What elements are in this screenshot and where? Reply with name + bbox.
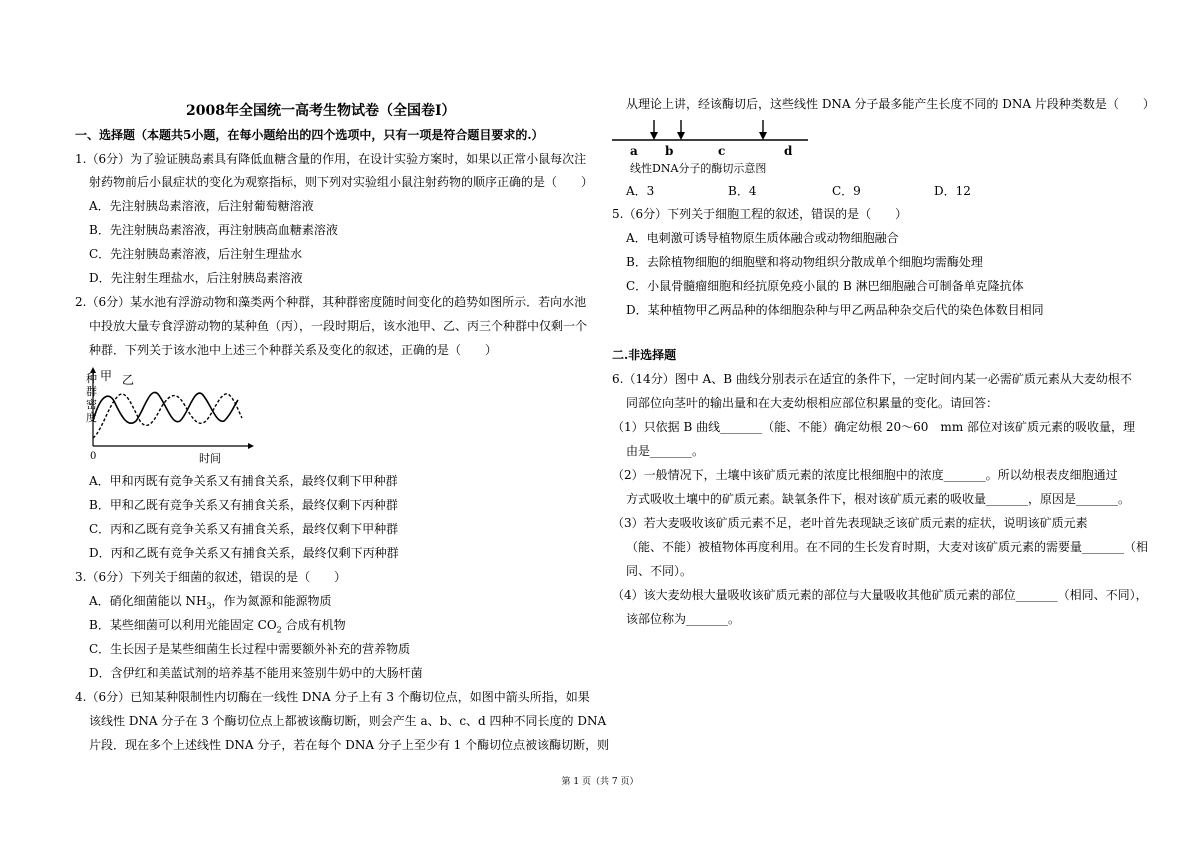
xlabel: 时间	[199, 452, 221, 465]
q4-option-c: C．9	[832, 184, 861, 198]
q2-stem: 2.（6分）某水池有浮游动物和藻类两个种群，其种群密度随时间变化的趋势如图所示．若向水池	[75, 295, 587, 309]
q3-option-a-subscript: 3	[206, 601, 212, 611]
q1-option-a: A．先注射胰岛素溶液，后注射葡萄糖溶液	[89, 199, 314, 213]
q5-option-d: D．某种植物甲乙两品种的体细胞杂种与甲乙两品种杂交后代的染色体数目相同	[626, 303, 1044, 317]
q5-option-b: B．去除植物细胞的细胞壁和将动物组织分散成单个细胞均需酶处理	[626, 255, 983, 269]
q6-part4: （4）该大麦幼根大量吸收该矿质元素的部位与大量吸收其他矿质元素的部位_______（相同、不同），	[612, 588, 1148, 602]
q6-part4: 该部位称为_______。	[626, 612, 741, 626]
q3-option-a-text: A．硝化细菌能以 NH	[89, 594, 207, 608]
diagram-caption: 线性DNA分子的酶切示意图	[630, 162, 767, 175]
q3-option-b	[89, 617, 346, 638]
q1-stem: 1.（6分）为了验证胰岛素具有降低血糖含量的作用，在设计实验方案时，如果以正常小鼠每次注	[75, 152, 587, 166]
q3-option-a-text: ，作为氮源和能源物质	[211, 594, 332, 608]
q3-option-c: C．生长因子是某些细菌生长过程中需要额外补充的营养物质	[89, 642, 411, 656]
q6-part3: 同、不同）。	[626, 564, 693, 578]
cut-site-arrowhead	[677, 132, 685, 140]
q2-stem: 中投放大量专食浮游动物的某种鱼（丙），一段时期后，该水池甲、乙、丙三个种群中仅剩一个	[89, 319, 588, 333]
section-heading-choice: 一、选择题（本题共5小题，在每小题给出的四个选项中，只有一项是符合题目要求的.）	[75, 128, 544, 142]
ylabel-char: 密	[86, 398, 97, 411]
page-footer: 第 1 页（共 7 页）	[561, 777, 639, 787]
q6-part1: （1）只依据 B 曲线_______（能、不能）确定幼根 20～60 mm 部位对该矿质元素的吸收量，理	[612, 420, 1136, 434]
q3-option-b-subscript: 2	[276, 625, 282, 635]
q5-option-c: C．小鼠骨髓瘤细胞和经抗原免疫小鼠的 B 淋巴细胞融合可制备单克隆抗体	[626, 279, 1024, 293]
q4-option-d: D．12	[934, 184, 971, 198]
q1-option-b: B．先注射胰岛素溶液，再注射胰高血糖素溶液	[89, 223, 338, 237]
curve-yi	[93, 394, 242, 438]
label-jia: 甲	[100, 369, 113, 383]
q4-option-a: A．3	[626, 184, 655, 198]
q3-option-b-text: B．某些细菌可以利用光能固定 CO	[89, 618, 277, 632]
q3-option-a	[89, 593, 332, 614]
origin-label: 0	[90, 451, 97, 462]
q1-option-c: C．先注射胰岛素溶液，后注射生理盐水	[89, 247, 303, 261]
q4-stem: 该线性 DNA 分子在 3 个酶切位点上都被该酶切断，则会产生 a、b、c、d 四种不同长度的 DNA	[89, 714, 607, 728]
label-yi: 乙	[122, 373, 135, 387]
q2-option-a: A．甲和丙既有竞争关系又有捕食关系，最终仅剩下甲种群	[89, 474, 398, 488]
cut-site-arrowhead	[650, 132, 658, 140]
q2-option-d: D．丙和乙既有竞争关系又有捕食关系，最终仅剩下丙种群	[89, 546, 399, 560]
section-heading-nonchoice: 二.非选择题	[612, 348, 677, 362]
curve-jia	[93, 392, 238, 423]
q5-stem: 5.（6分）下列关于细胞工程的叙述，错误的是（ ）	[612, 207, 908, 221]
q1-option-d: D．先注射生理盐水，后注射胰岛素溶液	[89, 271, 303, 285]
q2-stem: 种群．下列关于该水池中上述三个种群关系及变化的叙述，正确的是（ ）	[89, 343, 498, 357]
right-column	[600, 0, 1200, 848]
dna-cut-diagram	[608, 114, 818, 178]
ylabel-char: 种	[86, 372, 97, 385]
fragment-label-a: a	[630, 144, 638, 158]
q2-option-c: C．丙和乙既有竞争关系又有捕食关系，最终仅剩下甲种群	[89, 522, 399, 536]
q6-part3: （能、不能）被植物体再度利用。在不同的生长发育时期，大麦对该矿质元素的需要量_______（相	[626, 540, 1149, 554]
ylabel-char: 度	[86, 411, 97, 424]
q6-part2: （2）一般情况下，土壤中该矿质元素的浓度比根细胞中的浓度_______。所以幼根表皮细胞通过	[612, 468, 1118, 482]
q6-part3: （3）若大麦吸收该矿质元素不足，老叶首先表现缺乏该矿质元素的症状，说明该矿质元素	[612, 516, 1088, 530]
q3-option-b-text: 合成有机物	[281, 618, 346, 632]
population-density-graph	[78, 366, 258, 466]
q2-option-b: B．甲和乙既有竞争关系又有捕食关系，最终仅剩下丙种群	[89, 498, 398, 512]
q4-option-b: B．4	[728, 184, 757, 198]
page-title: 2008年全国统一高考生物试卷（全国卷Ⅰ）	[186, 103, 456, 119]
q6-part1: 由是_______。	[626, 444, 705, 458]
q4-stem: 从理论上讲，经该酶切后，这些线性 DNA 分子最多能产生长度不同的 DNA 片段种类数是（ ）	[626, 97, 1155, 111]
fragment-label-b: b	[665, 144, 674, 158]
fragment-label-d: d	[784, 144, 793, 158]
q4-stem: 4.（6分）已知某种限制性内切酶在一线性 DNA 分子上有 3 个酶切位点，如图中箭头所指，如果	[75, 690, 590, 704]
q3-option-d: D．含伊红和美蓝试剂的培养基不能用来签别牛奶中的大肠杆菌	[89, 666, 423, 680]
q5-option-a: A．电刺激可诱导植物原生质体融合或动物细胞融合	[626, 231, 899, 245]
q6-part2: 方式吸收土壤中的矿质元素。缺氧条件下，根对该矿质元素的吸收量_______，原因是_______。	[626, 492, 1131, 506]
ylabel-char: 群	[86, 385, 97, 398]
q4-stem: 片段．现在多个上述线性 DNA 分子，若在每个 DNA 分子上至少有 1 个酶切位点被该酶切断，则	[89, 738, 610, 752]
cut-site-arrowhead	[759, 132, 767, 140]
q3-stem: 3.（6分）下列关于细菌的叙述，错误的是（ ）	[75, 570, 347, 584]
q6-stem: 6.（14分）图中 A、B 曲线分别表示在适宜的条件下，一定时间内某一必需矿质元素从大麦幼根不	[612, 372, 1132, 386]
fragment-label-c: c	[718, 144, 726, 158]
q1-stem: 射药物前后小鼠症状的变化为观察指标，则下列对实验组小鼠注射药物的顺序正确的是（ ）	[89, 175, 594, 189]
x-axis-arrow	[248, 443, 254, 449]
q6-stem: 同部位向茎叶的输出量和在大麦幼根相应部位积累量的变化。请回答：	[626, 396, 999, 410]
